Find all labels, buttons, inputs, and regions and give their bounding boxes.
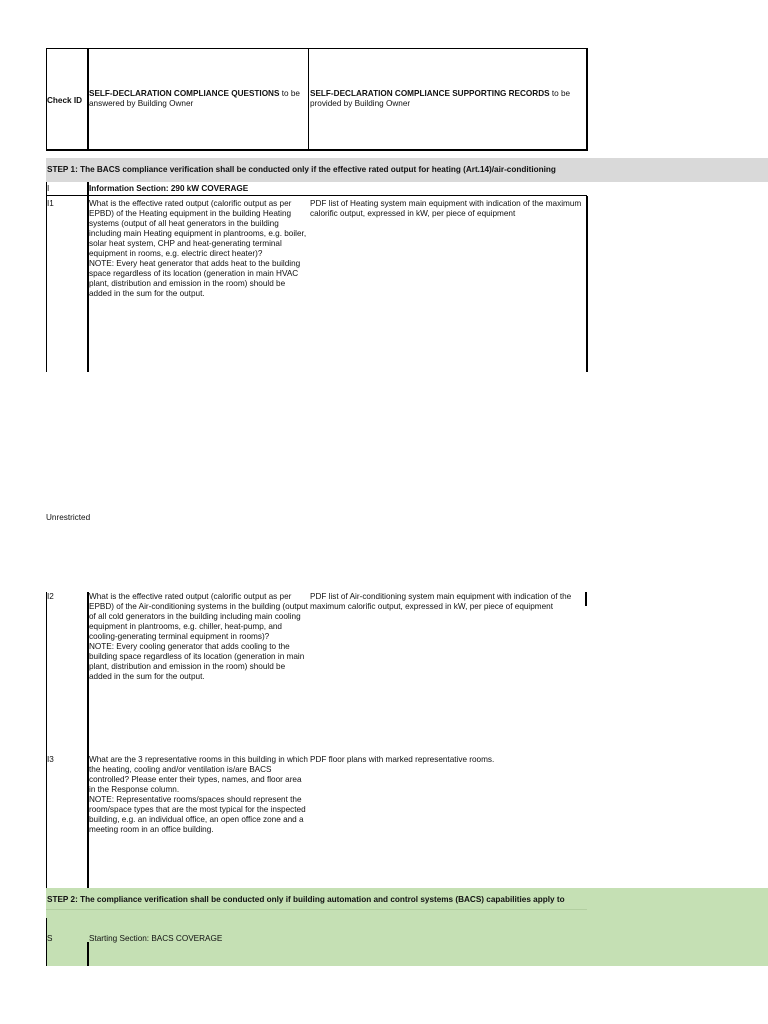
header-questions	[89, 89, 307, 109]
starting-section-label: Starting Section: BACS COVERAGE	[89, 934, 223, 943]
row-i1-question: What is the effective rated output (calorific output as per EPBD) of the Heating equipment in the building Heating systems (output of all heat generators in the building including main Heating equipment in plantrooms, e.g. boiler, solar heat system, CHP and heat-generating terminal equipment in rooms, e.g. electric direct heater)? NOTE: Every heat generator that adds heat to the building space regardless of its location (generation in main HVAC plant, distribution and emission in the room) should be added in the sum for the output.	[89, 199, 307, 298]
info-section-label: Information Section: 290 kW COVERAGE	[89, 184, 249, 193]
row-i2-record: PDF list of Air-conditioning system main equipment with indication of the maximum calorific output, expressed in kW, per piece of equipment	[310, 592, 572, 611]
row-i3-record: PDF floor plans with marked representative rooms.	[310, 755, 495, 764]
header-top-border	[46, 48, 587, 49]
step2-text: STEP 2: The compliance verification shall be conducted only if building automation and control systems (BACS) capabilities apply to	[47, 895, 565, 904]
header-records	[310, 89, 584, 109]
body-right-border-2	[585, 592, 587, 606]
header-records-rest: to be provided by Building Owner	[310, 89, 571, 108]
classification-label: Unrestricted	[46, 513, 91, 522]
body-left-border-2	[46, 592, 47, 888]
row-i3-id: I3	[47, 755, 54, 764]
row-i3-question: What are the 3 representative rooms in this building in which the heating, cooling and/or ventilation is/are BACS controlled? Please enter their types, names, and floor area in the Response column. NOTE: Representative rooms/spaces should represent the room/space types that are the most typical for the inspected building, e.g. an individual office, an open office zone and a meeting room in an office building.	[89, 755, 308, 834]
header-right-border	[586, 48, 588, 151]
header-records-bold: SELF-DECLARATION COMPLIANCE SUPPORTING RECORDS	[310, 89, 550, 98]
row-i2-id: I2	[47, 592, 54, 601]
starting-section-id: S	[47, 934, 53, 943]
body-left-border-1	[46, 182, 50, 372]
header-questions-bold: SELF-DECLARATION COMPLIANCE QUESTIONS	[89, 89, 280, 98]
step2-divider	[46, 909, 587, 910]
row-i1-record: PDF list of Heating system main equipment with indication of the maximum calorific output, expressed in kW, per piece of equipment	[310, 199, 582, 218]
header-questions-rest: to be answered by Building Owner	[89, 89, 300, 108]
row-i2-question: What is the effective rated output (calorific output as per EPBD) of the Air-conditioning systems in the building (output of all cold generators in the building including main cooling equipment in plantrooms, e.g. chiller, heat-pump, and cooling-generating terminal equipment in rooms)? NOTE: Every cooling generator that adds cooling to the building space regardless of its location (generation in main plant, distribution and emission in the room) should be added in the sum for the output.	[89, 592, 308, 681]
header-check-id: Check ID	[47, 96, 83, 105]
header-divider-2	[308, 48, 309, 151]
info-section-divider	[46, 195, 587, 196]
starting-section-divider	[87, 942, 89, 966]
info-section-id: I	[47, 184, 50, 193]
header-bottom-border	[46, 149, 587, 151]
row-i1-id: I1	[47, 199, 54, 208]
body-right-border-1	[586, 196, 588, 372]
step1-text: STEP 1: The BACS compliance verification shall be conducted only if the effective rated output for heating (Art.14)/air-conditioning	[47, 165, 556, 174]
